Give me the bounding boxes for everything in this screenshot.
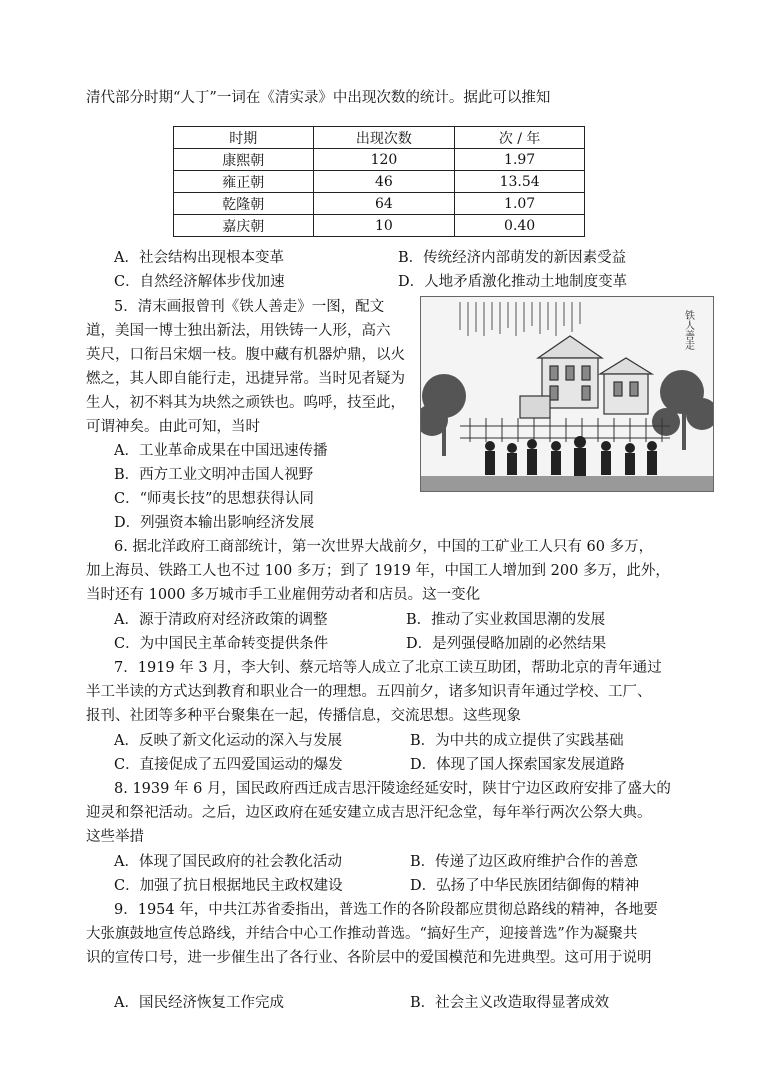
q7-option-a: A．反映了新文化运动的深入与发展	[114, 733, 342, 749]
q4-stats-table	[173, 126, 585, 237]
table-cell: 46	[313, 171, 455, 193]
table-row	[174, 193, 585, 215]
table-header: 次 / 年	[455, 127, 585, 149]
q7-stem-line: 7．1919 年 3 月，李大钊、蔡元培等人成立了北京工读互助团，帮助北京的青年通过	[114, 660, 662, 676]
q8-stem-line: 这些举措	[86, 829, 144, 845]
q7-option-c: C．直接促成了五四爱国运动的爆发	[114, 757, 343, 773]
table-cell: 0.40	[455, 215, 585, 237]
q9-stem-line: 大张旗鼓地宣传总路线，并结合中心工作推动普选。“搞好生产，迎接普选”作为凝聚共	[86, 926, 638, 942]
table-row	[174, 171, 585, 193]
q7-stem-line: 报刊、社团等多种平台聚集在一起，传播信息，交流思想。这些现象	[86, 708, 521, 724]
q5-option-c: C．“师夷长技”的思想获得认同	[114, 491, 314, 507]
q8-option-b: B．传递了边区政府维护合作的善意	[410, 854, 639, 870]
q6-option-b: B．推动了实业救国思潮的发展	[406, 612, 606, 628]
q8-option-a: A．体现了国民政府的社会教化活动	[114, 854, 342, 870]
q5-stem-line: 可谓神矣。由此可知，当时	[86, 419, 260, 435]
table-cell: 乾隆朝	[174, 193, 314, 215]
q9-option-b: B．社会主义改造取得显著成效	[410, 995, 610, 1011]
q5-option-d: D．列强资本输出影响经济发展	[114, 515, 315, 531]
table-header: 时期	[174, 127, 314, 149]
q6-option-c: C．为中国民主革命转变提供条件	[114, 636, 329, 652]
q5-stem-line: 道，美国一博士独出新法，用铁铸一人形，高六	[86, 323, 391, 339]
q4-option-b: B．传统经济内部萌发的新因素受益	[398, 250, 627, 266]
q4-option-a: A．社会结构出现根本变革	[114, 250, 284, 266]
q5-stem-line: 生人，初不料其为块然之顽铁也。呜呼，技至此，	[86, 395, 405, 411]
q6-stem-line: 当时还有 1000 多万城市手工业雇佣劳动者和店员。这一变化	[86, 587, 481, 603]
q7-option-b: B．为中共的成立提供了实践基础	[410, 733, 624, 749]
q8-stem-line: 8. 1939 年 6 月，国民政府西迁成吉思汗陵途经延安时，陕甘宁边区政府安排了盛大的	[114, 781, 671, 797]
q8-stem-line: 迎灵和祭祀活动。之后，边区政府在延安建立成吉思汗纪念堂，每年举行两次公祭大典。	[86, 805, 652, 821]
table-cell: 1.97	[455, 149, 585, 171]
q4-stem: 清代部分时期“人丁”一词在《清实录》中出现次数的统计。据此可以推知	[86, 90, 551, 106]
table-cell: 嘉庆朝	[174, 215, 314, 237]
q5-option-a: A．工业革命成果在中国迅速传播	[114, 443, 328, 459]
table-cell: 10	[313, 215, 455, 237]
q6-option-a: A．源于清政府对经济政策的调整	[114, 612, 328, 628]
illustration-caption: 铁人善走	[682, 310, 694, 350]
q9-stem-line: 9．1954 年，中共江苏省委指出，普选工作的各阶段都应贯彻总路线的精神，各地要	[114, 902, 658, 918]
table-row	[174, 149, 585, 171]
q5-stem-line: 燃之，其人即自能行走，迅捷异常。当时见者疑为	[86, 371, 405, 387]
table-row	[174, 215, 585, 237]
q8-option-c: C．加强了抗日根据地民主政权建设	[114, 878, 343, 894]
q5-option-b: B．西方工业文明冲击国人视野	[114, 467, 314, 483]
q6-stem-line: 6. 据北洋政府工商部统计，第一次世界大战前夕，中国的工矿业工人只有 60 多万，	[114, 539, 654, 555]
q7-option-d: D．体现了国人探索国家发展道路	[410, 757, 625, 773]
table-cell: 雍正朝	[174, 171, 314, 193]
illustration-svg	[420, 296, 714, 492]
q8-option-d: D．弘扬了中华民族团结御侮的精神	[410, 878, 640, 894]
q9-stem-line: 识的宣传口号，进一步催生出了各行业、各阶层中的爱国模范和先进典型。这可用于说明	[86, 950, 652, 966]
q6-stem-line: 加上海员、铁路工人也不过 100 多万；到了 1919 年，中国工人增加到 200 多万，此外，	[86, 563, 670, 579]
table-cell: 120	[313, 149, 455, 171]
iron-man-illustration	[420, 296, 714, 492]
table-cell: 13.54	[455, 171, 585, 193]
q9-option-a: A．国民经济恢复工作完成	[114, 995, 284, 1011]
table-header-row	[174, 127, 585, 149]
q5-stem-line: 英尺，口衔吕宋烟一枝。腹中藏有机器炉鼎，以火	[86, 347, 405, 363]
q4-option-c: C．自然经济解体步伐加速	[114, 274, 285, 290]
table-cell: 1.07	[455, 193, 585, 215]
table-cell: 康熙朝	[174, 149, 314, 171]
q6-option-d: D．是列强侵略加剧的必然结果	[406, 636, 607, 652]
q7-stem-line: 半工半读的方式达到教育和职业合一的理想。五四前夕，诸多知识青年通过学校、工厂、	[86, 684, 652, 700]
q5-stem-line: 5．清末画报曾刊《铁人善走》一图，配文	[114, 299, 385, 315]
q4-option-d: D．人地矛盾激化推动土地制度变革	[398, 274, 628, 290]
table-cell: 64	[313, 193, 455, 215]
table-header: 出现次数	[313, 127, 455, 149]
